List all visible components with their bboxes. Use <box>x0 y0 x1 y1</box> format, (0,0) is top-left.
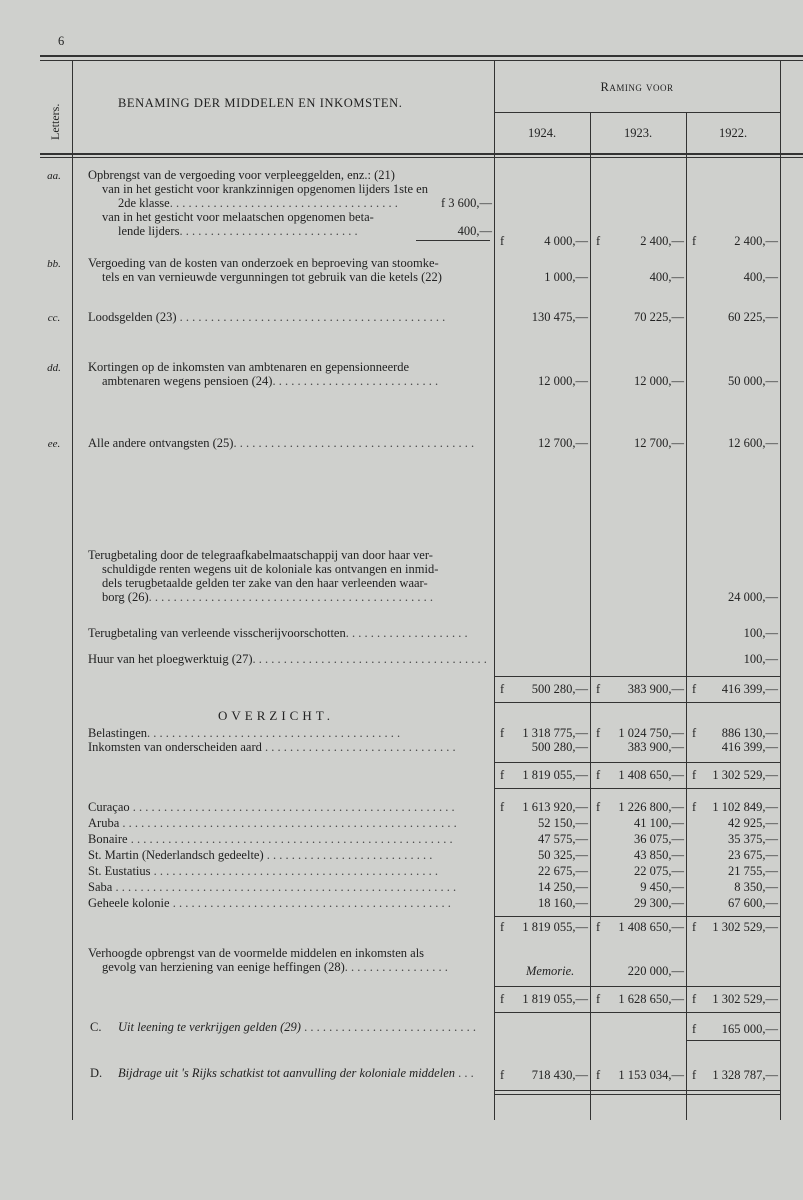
cc-line-1: Loodsgelden (23) . . . . . . . . . . . . . . . . . . . . . . . . . . . . . . . . . . . . . . . . . . . <box>88 310 446 324</box>
total3-rule-top <box>494 986 780 987</box>
total1-rule-top <box>494 676 780 677</box>
total3-f-1923: f <box>596 992 601 1006</box>
dd-1924: 12 000,— <box>538 374 588 388</box>
dd-line-1: Kortingen op de inkomsten van ambtenaren en gepensionneerde <box>88 360 410 374</box>
aa-line-5: lende lijders. . . . . . . . . . . . . . . . . . . . . . . . . . . . . <box>118 224 358 238</box>
aa-f-1923: f <box>596 234 601 248</box>
top-rule-thin <box>40 60 803 61</box>
island-v1924: 14 250,— <box>538 880 588 894</box>
island-name: Geheele kolonie . . . . . . . . . . . . . . . . . . . . . . . . . . . . . . . . . . . . . . . . . . . . . <box>88 896 451 910</box>
year-1923: 1923. <box>623 126 653 140</box>
total1-f-1923: f <box>596 682 601 696</box>
island-v1923: 41 100,— <box>634 816 684 830</box>
dd-line-2: ambtenaren wegens pensioen (24). . . . . . . . . . . . . . . . . . . . . . . . . . . <box>102 374 439 388</box>
belastingen-f-1924: f <box>500 726 505 740</box>
island-v1922: 1 102 849,— <box>712 800 778 814</box>
aa-line-1: Opbrengst van de vergoeding voor verpleeggelden, enz.: (21) <box>88 168 395 182</box>
d-1924: 718 430,— <box>531 1068 588 1082</box>
subtotal-1923: 1 408 650,— <box>618 768 684 782</box>
island-v1922: 21 755,— <box>728 864 778 878</box>
aa-line-2: van in het gesticht voor krankzinnigen opgenomen lijders 1ste en <box>102 182 428 196</box>
table-title: BENAMING DER MIDDELEN EN INKOMSTEN. <box>118 96 403 110</box>
total1-f-1924: f <box>500 682 505 696</box>
col-1922-rule <box>686 112 687 1120</box>
d-f-1923: f <box>596 1068 601 1082</box>
letter-cc: cc. <box>47 312 61 324</box>
island-name: St. Eustatius . . . . . . . . . . . . . . . . . . . . . . . . . . . . . . . . . . . . . . . . . . . . . . <box>88 864 439 878</box>
island-v1924: 22 675,— <box>538 864 588 878</box>
inkomsten-1924: 500 280,— <box>531 740 588 754</box>
aa-1922: 2 400,— <box>734 234 778 248</box>
subtotal-f-1924: f <box>500 768 505 782</box>
col-1923-rule <box>590 112 591 1120</box>
bb-line-1: Vergoeding van de kosten van onderzoek en beproeving van stoomke- <box>88 256 439 270</box>
total3-rule-bottom <box>494 1012 780 1013</box>
ee-line-1: Alle andere ontvangsten (25). . . . . . . . . . . . . . . . . . . . . . . . . . . . . . . . . . . . . . . <box>88 436 475 450</box>
total2-f-1922: f <box>692 920 697 934</box>
letter-aa: aa. <box>47 170 61 182</box>
island-f-v1923: f <box>596 800 601 814</box>
verhoogde-line-1: Verhoogde opbrengst van de voormelde middelen en inkomsten als <box>88 946 425 960</box>
aa-line-3: 2de klasse. . . . . . . . . . . . . . . . . . . . . . . . . . . . . . . . . . . . . <box>118 196 398 210</box>
d-line: Bijdrage uit 's Rijks schatkist tot aanvulling der koloniale middelen . . . <box>118 1066 474 1080</box>
bottom-rule-2 <box>494 1094 780 1095</box>
terug-line-3: dels terugbetaalde gelden ter zake van den haar verleenden waar- <box>102 576 428 590</box>
bottom-rule-1 <box>494 1090 780 1091</box>
belastingen-1923: 1 024 750,— <box>618 726 684 740</box>
belastingen-f-1923: f <box>596 726 601 740</box>
terug-line-1: Terugbetaling door de telegraafkabelmaatschappij van door haar ver- <box>88 548 433 562</box>
cc-1922: 60 225,— <box>728 310 778 324</box>
island-v1922: 67 600,— <box>728 896 778 910</box>
total3-1924: 1 819 055,— <box>522 992 588 1006</box>
inkomsten-1922: 416 399,— <box>721 740 778 754</box>
aa-sum-rule <box>416 240 490 241</box>
d-f-1922: f <box>692 1068 697 1082</box>
cc-1923: 70 225,— <box>634 310 684 324</box>
island-v1922: 23 675,— <box>728 848 778 862</box>
ploeg-line: Huur van het ploegwerktuig (27). . . . . . . . . . . . . . . . . . . . . . . . . . . . . . . . . . . . . . <box>88 652 487 666</box>
overzicht-title: OVERZICHT. <box>218 708 334 723</box>
island-v1923: 22 075,— <box>634 864 684 878</box>
top-rule <box>40 55 803 57</box>
island-name: St. Martin (Nederlandsch gedeelte) . . . . . . . . . . . . . . . . . . . . . . . . . . . <box>88 848 433 862</box>
island-f-v1924: f <box>500 800 505 814</box>
verhoogde-1924: Memorie. <box>526 964 575 978</box>
visscherij-line: Terugbetaling van verleende visscherijvoorschotten. . . . . . . . . . . . . . . . . . . . <box>88 626 468 640</box>
cc-1924: 130 475,— <box>531 310 588 324</box>
total2-1924: 1 819 055,— <box>522 920 588 934</box>
island-v1922: 8 350,— <box>734 880 778 894</box>
c-letter: C. <box>90 1020 102 1034</box>
island-v1923: 36 075,— <box>634 832 684 846</box>
year-1924: 1924. <box>527 126 557 140</box>
subtotal-rule-top <box>494 762 780 763</box>
dd-1922: 50 000,— <box>728 374 778 388</box>
belastingen-line: Belastingen. . . . . . . . . . . . . . . . . . . . . . . . . . . . . . . . . . . . . . . . . <box>88 726 401 740</box>
bb-line-2: tels en van vernieuwde vergunningen tot gebruik van die ketels (22) <box>102 270 442 284</box>
ee-1922: 12 600,— <box>728 436 778 450</box>
verhoogde-1923: 220 000,— <box>627 964 684 978</box>
total3-1923: 1 628 650,— <box>618 992 684 1006</box>
island-name: Saba . . . . . . . . . . . . . . . . . . . . . . . . . . . . . . . . . . . . . . . . . . . . . . . . . . . . . . . <box>88 880 457 894</box>
verhoogde-line-2: gevolg van herziening van eenige heffingen (28). . . . . . . . . . . . . . . . . <box>102 960 448 974</box>
letter-ee: ee. <box>47 438 61 450</box>
raming-header: Raming voor <box>600 80 674 94</box>
subtotal-f-1923: f <box>596 768 601 782</box>
island-name: Bonaire . . . . . . . . . . . . . . . . . . . . . . . . . . . . . . . . . . . . . . . . . . . . . . . . . . . . <box>88 832 453 846</box>
island-v1922: 35 375,— <box>728 832 778 846</box>
letter-dd: dd. <box>47 362 61 374</box>
ee-1924: 12 700,— <box>538 436 588 450</box>
year-1922: 1922. <box>718 126 748 140</box>
bb-1922: 400,— <box>743 270 778 284</box>
ploeg-1922: 100,— <box>743 652 778 666</box>
c-rule <box>686 1040 780 1041</box>
aa-1923: 2 400,— <box>640 234 684 248</box>
island-v1923: 1 226 800,— <box>618 800 684 814</box>
total3-1922: 1 302 529,— <box>712 992 778 1006</box>
island-f-v1922: f <box>692 800 697 814</box>
letters-column-rule <box>72 60 73 1120</box>
inkomsten-line: Inkomsten van onderscheiden aard . . . . . . . . . . . . . . . . . . . . . . . . . . . . . . . <box>88 740 456 754</box>
page-number: 6 <box>58 34 65 48</box>
belastingen-f-1922: f <box>692 726 697 740</box>
dd-1923: 12 000,— <box>634 374 684 388</box>
total2-1922: 1 302 529,— <box>712 920 778 934</box>
d-1923: 1 153 034,— <box>618 1068 684 1082</box>
header-rule <box>40 153 803 155</box>
total1-1923: 383 900,— <box>627 682 684 696</box>
ee-1923: 12 700,— <box>634 436 684 450</box>
terug-1922: 24 000,— <box>728 590 778 604</box>
total2-rule-top <box>494 916 780 917</box>
c-f-1922: f <box>692 1022 697 1036</box>
island-v1923: 29 300,— <box>634 896 684 910</box>
raming-rule <box>494 112 780 113</box>
right-rule <box>780 60 781 1120</box>
total2-f-1923: f <box>596 920 601 934</box>
island-v1923: 9 450,— <box>640 880 684 894</box>
aa-1924: 4 000,— <box>544 234 588 248</box>
island-v1923: 43 850,— <box>634 848 684 862</box>
total1-1922: 416 399,— <box>721 682 778 696</box>
inkomsten-1923: 383 900,— <box>627 740 684 754</box>
aa-line-4: van in het gesticht voor melaatschen opgenomen beta- <box>102 210 374 224</box>
subtotal-1922: 1 302 529,— <box>712 768 778 782</box>
bb-1923: 400,— <box>649 270 684 284</box>
island-v1924: 1 613 920,— <box>522 800 588 814</box>
terug-line-2: schuldigde renten wegens uit de koloniale kas ontvangen en inmid- <box>102 562 439 576</box>
d-letter: D. <box>90 1066 103 1080</box>
belastingen-1924: 1 318 775,— <box>522 726 588 740</box>
total1-rule-bottom <box>494 702 780 703</box>
belastingen-1922: 886 130,— <box>721 726 778 740</box>
aa-klasse-value: f 3 600,— <box>440 196 492 210</box>
island-v1924: 50 325,— <box>538 848 588 862</box>
total1-f-1922: f <box>692 682 697 696</box>
subtotal-1924: 1 819 055,— <box>522 768 588 782</box>
island-v1924: 18 160,— <box>538 896 588 910</box>
header-rule-thin <box>40 157 803 158</box>
total2-1923: 1 408 650,— <box>618 920 684 934</box>
island-v1922: 42 925,— <box>728 816 778 830</box>
col-1924-rule <box>494 60 495 1120</box>
d-1922: 1 328 787,— <box>712 1068 778 1082</box>
island-name: Aruba . . . . . . . . . . . . . . . . . . . . . . . . . . . . . . . . . . . . . . . . . . . . . . . . . . . . . . <box>88 816 457 830</box>
letter-bb: bb. <box>47 258 61 270</box>
letters-header: Letters. <box>48 103 62 140</box>
subtotal-f-1922: f <box>692 768 697 782</box>
visscherij-1922: 100,— <box>743 626 778 640</box>
aa-f-1924: f <box>500 234 505 248</box>
total3-f-1924: f <box>500 992 505 1006</box>
total1-1924: 500 280,— <box>531 682 588 696</box>
c-1922: 165 000,— <box>721 1022 778 1036</box>
terug-line-4: borg (26). . . . . . . . . . . . . . . . . . . . . . . . . . . . . . . . . . . . . . . . . . . . . . <box>102 590 434 604</box>
island-v1924: 52 150,— <box>538 816 588 830</box>
aa-f-1922: f <box>692 234 697 248</box>
subtotal-rule-bottom <box>494 788 780 789</box>
bb-1924: 1 000,— <box>544 270 588 284</box>
c-line: Uit leening te verkrijgen gelden (29) . . . . . . . . . . . . . . . . . . . . . . . . . . . . <box>118 1020 476 1034</box>
total2-f-1924: f <box>500 920 505 934</box>
total3-f-1922: f <box>692 992 697 1006</box>
island-v1924: 47 575,— <box>538 832 588 846</box>
aa-lijders-value: 400,— <box>420 224 492 238</box>
d-f-1924: f <box>500 1068 505 1082</box>
island-name: Curaçao . . . . . . . . . . . . . . . . . . . . . . . . . . . . . . . . . . . . . . . . . . . . . . . . . . . . <box>88 800 455 814</box>
